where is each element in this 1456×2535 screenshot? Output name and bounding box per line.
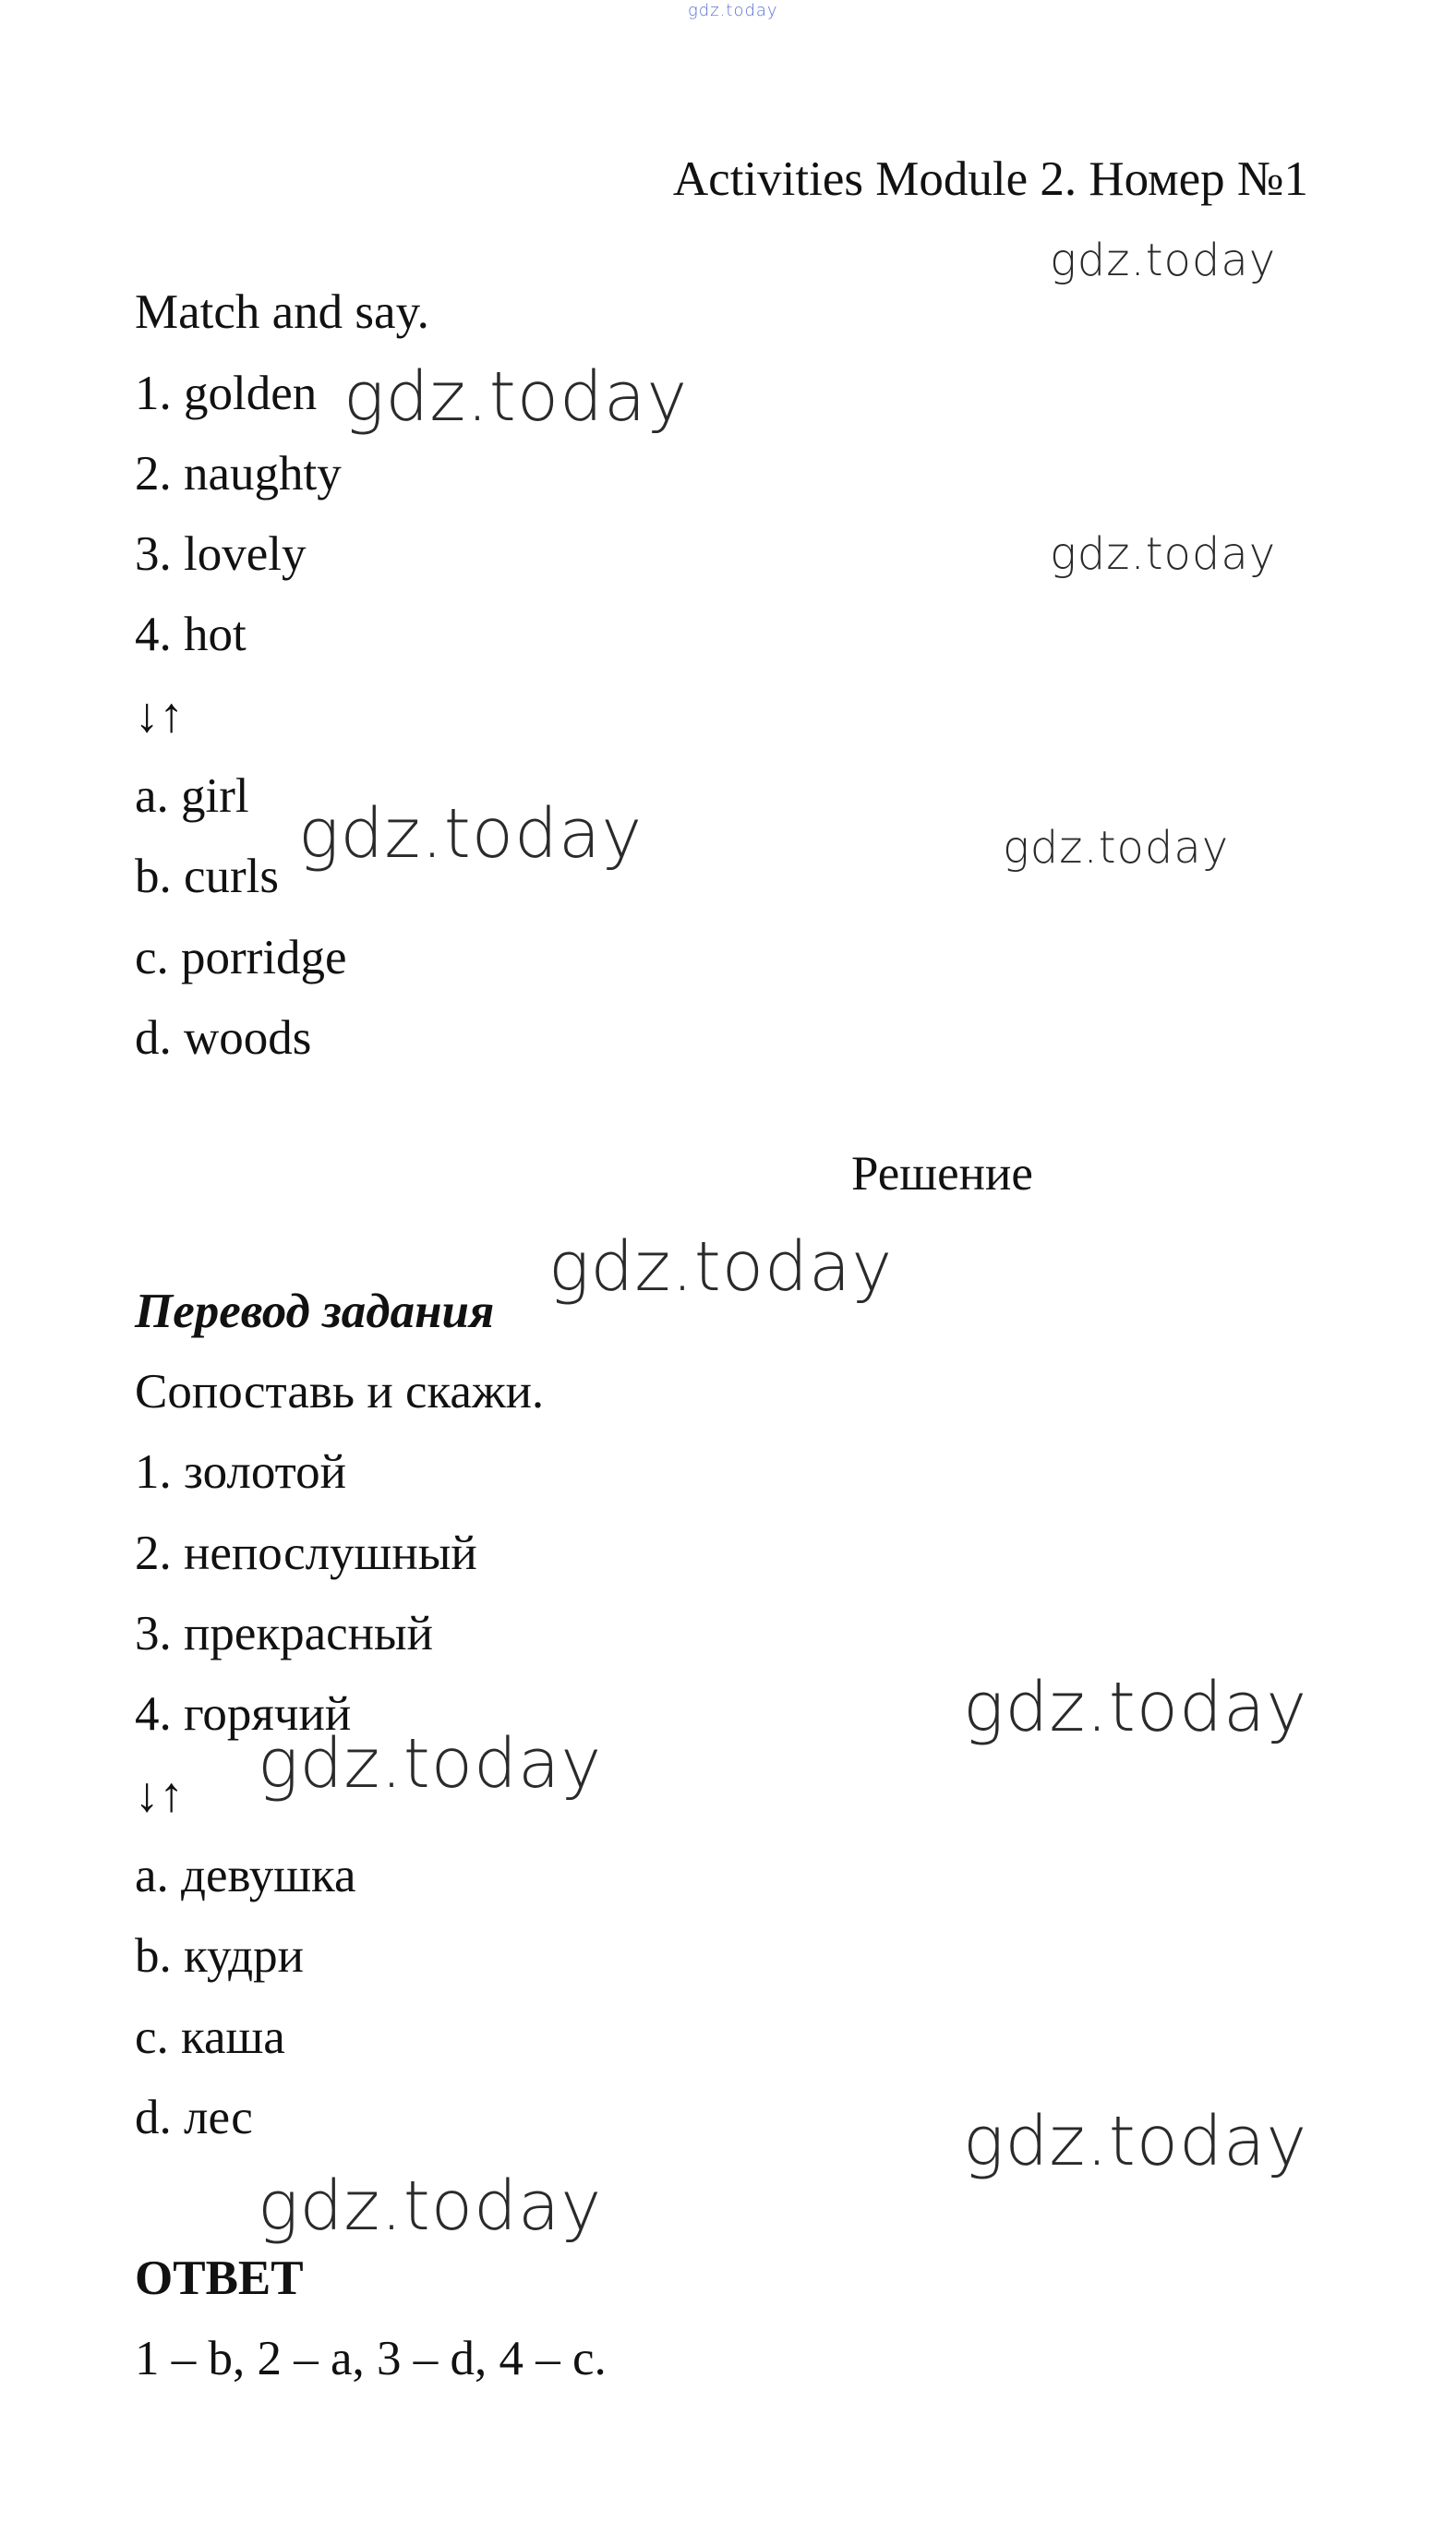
- watermark: gdz.today: [298, 794, 644, 874]
- answer-text: 1 – b, 2 – a, 3 – d, 4 – c.: [135, 2332, 607, 2385]
- task-right-item-d: d. woods: [135, 1011, 312, 1065]
- task-right-item-c: c. porridge: [135, 931, 347, 984]
- watermark: gdz.today: [343, 357, 689, 437]
- task-left-item-2: 2. naughty: [135, 447, 342, 501]
- watermark: gdz.today: [963, 1668, 1308, 1747]
- task-right-item-b: b. curls: [135, 850, 280, 903]
- watermark: gdz.today: [1050, 235, 1277, 286]
- watermark: gdz.today: [1003, 822, 1230, 874]
- translation-arrows: ↓↑: [135, 1768, 184, 1822]
- task-right-item-a: a. girl: [135, 769, 249, 823]
- watermark: gdz.today: [1050, 528, 1277, 580]
- page-title: Activities Module 2. Номер №1: [672, 152, 1308, 206]
- task-left-item-4: 4. hot: [135, 608, 247, 661]
- translation-left-item-3: 3. прекрасный: [135, 1607, 434, 1660]
- watermark: gdz.today: [963, 2102, 1308, 2181]
- task-left-item-3: 3. lovely: [135, 527, 307, 581]
- translation-left-item-1: 1. золотой: [135, 1445, 347, 1499]
- watermark: gdz.today: [258, 2167, 603, 2246]
- task-arrows: ↓↑: [135, 689, 184, 742]
- task-left-item-1: 1. golden: [135, 367, 318, 420]
- translation-instruction: Сопоставь и скажи.: [135, 1365, 545, 1418]
- translation-heading: Перевод задания: [135, 1285, 495, 1338]
- translation-left-item-2: 2. непослушный: [135, 1527, 477, 1580]
- translation-left-item-4: 4. горячий: [135, 1687, 352, 1741]
- translation-right-item-b: b. кудри: [135, 1929, 304, 1983]
- translation-right-item-d: d. лес: [135, 2091, 253, 2144]
- watermark: gdz.today: [548, 1227, 894, 1307]
- task-instruction: Match and say.: [135, 285, 429, 339]
- translation-right-item-c: c. каша: [135, 2010, 285, 2064]
- solution-heading: Решение: [851, 1147, 1033, 1201]
- watermark-top: gdz.today: [688, 1, 778, 20]
- translation-right-item-a: a. девушка: [135, 1849, 356, 1902]
- answer-heading: ОТВЕТ: [135, 2251, 304, 2305]
- watermark: gdz.today: [258, 1724, 603, 1804]
